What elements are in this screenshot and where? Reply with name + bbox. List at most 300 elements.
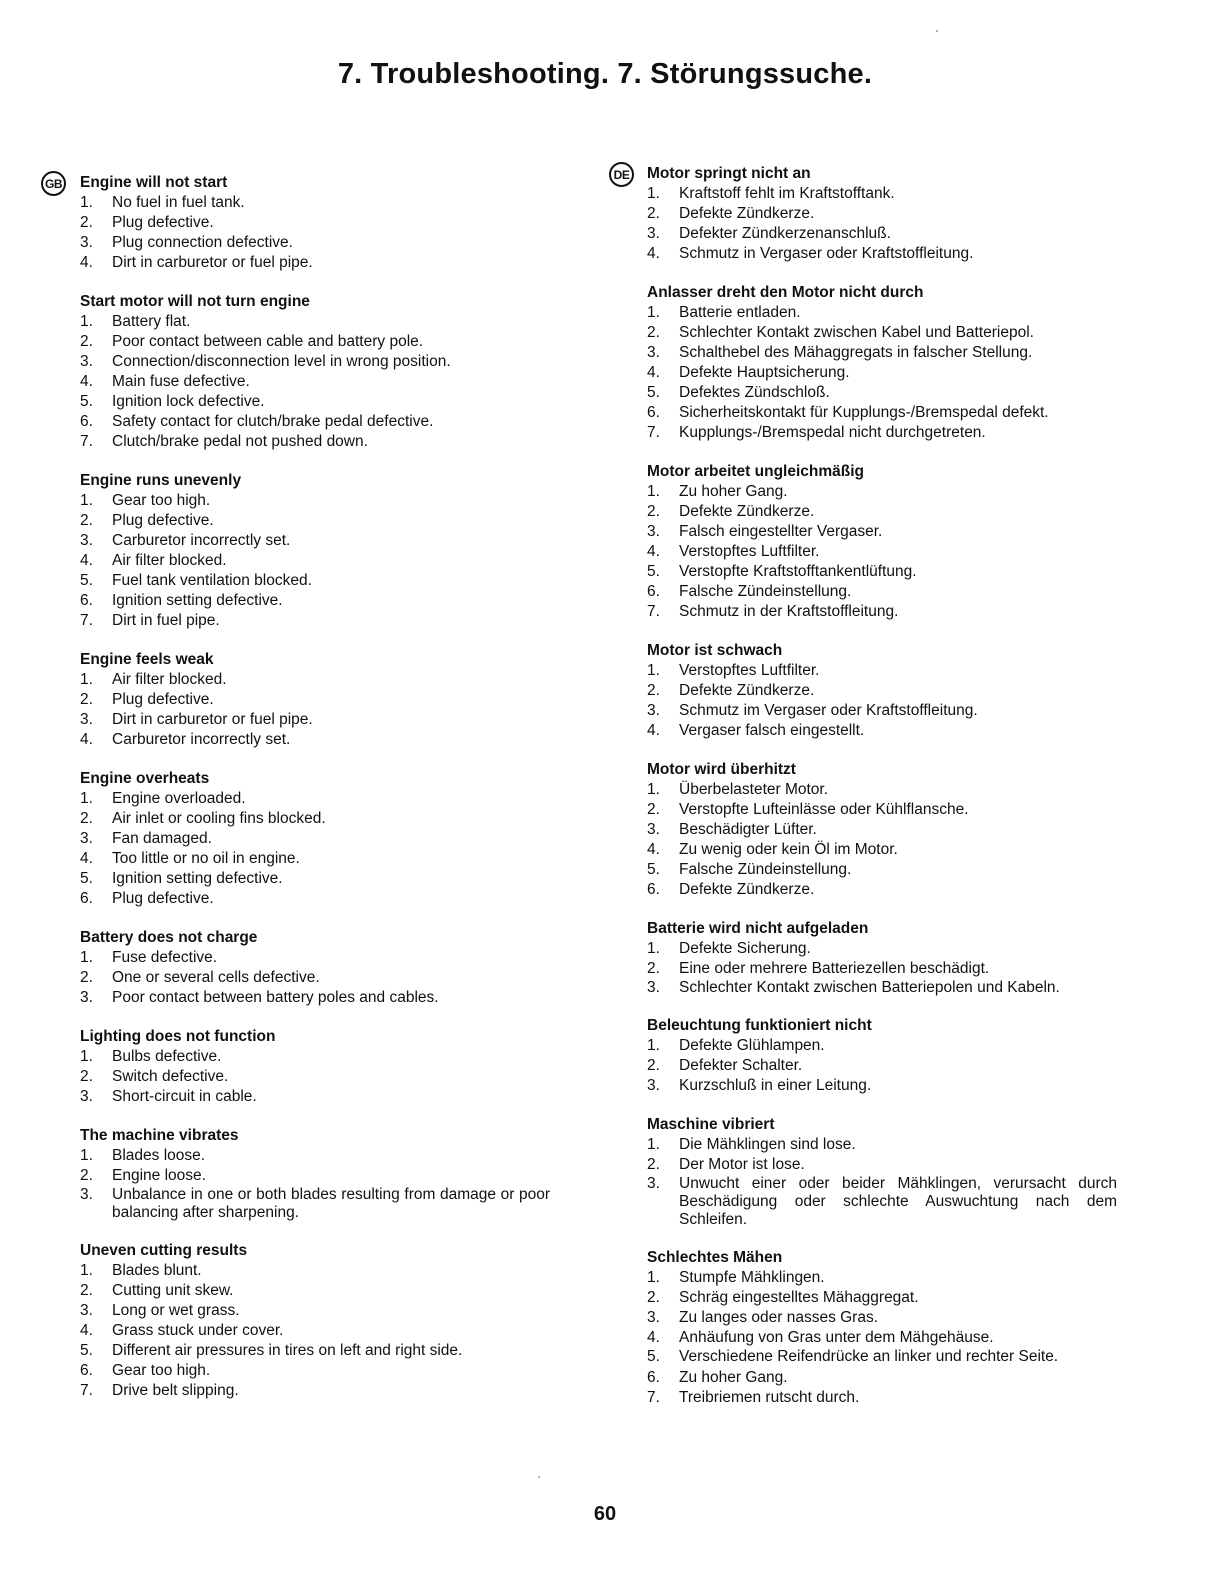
item-number: 4. [80, 731, 93, 748]
list-item [647, 959, 1117, 979]
item-text: Long or wet grass. [112, 1302, 240, 1319]
item-number: 6. [80, 1362, 93, 1379]
section-heading: Anlasser dreht den Motor nicht durch [647, 284, 924, 301]
item-number: 3. [80, 1088, 93, 1105]
item-number: 5. [647, 1348, 660, 1365]
item-number: 6. [647, 1369, 660, 1386]
troubleshooting-section [647, 919, 1117, 997]
item-text: Verstopftes Luftfilter. [679, 662, 820, 679]
list-item [647, 1388, 1117, 1408]
item-text: Stumpfe Mähklingen. [679, 1269, 825, 1286]
list-item [80, 889, 550, 909]
list-item [647, 1036, 1117, 1056]
troubleshooting-section [80, 471, 550, 631]
section-heading: Motor arbeitet ungleichmäßig [647, 463, 865, 480]
list-item [80, 1166, 550, 1186]
item-number: 3. [80, 353, 93, 370]
list-item [80, 1321, 550, 1341]
item-text: Ignition setting defective. [112, 592, 283, 609]
list-item [647, 721, 1117, 741]
item-text: Fan damaged. [112, 830, 212, 847]
item-number: 1. [647, 483, 660, 500]
troubleshooting-section [647, 1248, 1117, 1408]
list-item [647, 303, 1117, 323]
troubleshooting-section [80, 1126, 550, 1222]
page-number: 60 [593, 1503, 617, 1525]
item-text: Fuse defective. [112, 949, 218, 966]
item-text: Schalthebel des Mähaggregats in falscher Stellung. [679, 344, 1033, 361]
item-number: 4. [647, 543, 660, 560]
item-number: 1. [647, 781, 660, 798]
list-item [80, 193, 550, 213]
item-number: 3. [647, 1175, 660, 1192]
item-text: Defekte Zündkerze. [679, 503, 815, 520]
item-text: Batterie entladen. [679, 304, 801, 321]
item-text: Defekter Zündkerzenanschluß. [679, 225, 891, 242]
item-text: Schräg eingestelltes Mähaggregat. [679, 1289, 919, 1306]
item-number: 6. [647, 881, 660, 898]
list-item [647, 1076, 1117, 1096]
item-number: 3. [80, 1302, 93, 1319]
list-item [80, 1281, 550, 1301]
item-number: 2. [80, 691, 93, 708]
item-number: 2. [647, 801, 660, 818]
item-text: Defekter Schalter. [679, 1057, 803, 1074]
item-number: 4. [80, 254, 93, 271]
item-number: 1. [80, 194, 93, 211]
list-item [80, 690, 550, 710]
list-item [80, 372, 550, 392]
item-text: Bulbs defective. [112, 1048, 222, 1065]
item-text: Falsche Zündeinstellung. [679, 861, 852, 878]
item-text: Zu hoher Gang. [679, 1369, 788, 1386]
troubleshooting-section [647, 1115, 1117, 1229]
list-item [647, 701, 1117, 721]
item-text: Defekte Zündkerze. [679, 682, 815, 699]
item-number: 2. [80, 333, 93, 350]
section-heading: The machine vibrates [80, 1127, 239, 1144]
list-item [647, 939, 1117, 959]
item-number: 7. [647, 603, 660, 620]
item-text: Plug defective. [112, 214, 214, 231]
item-number: 2. [80, 1282, 93, 1299]
list-item [80, 1261, 550, 1281]
troubleshooting-section [80, 1241, 550, 1401]
language-gb-icon: GB [41, 171, 66, 196]
list-item [647, 403, 1117, 423]
item-text: Poor contact between cable and battery pole. [112, 333, 424, 350]
item-number: 4. [647, 722, 660, 739]
troubleshooting-section [80, 1027, 550, 1107]
item-text: Falsch eingestellter Vergaser. [679, 523, 883, 540]
item-text: Safety contact for clutch/brake pedal defective. [112, 413, 434, 430]
item-number: 4. [647, 1329, 660, 1346]
list-item [647, 343, 1117, 363]
list-item [647, 820, 1117, 840]
item-number: 2. [647, 960, 660, 977]
item-text: Blades blunt. [112, 1262, 202, 1279]
item-number: 2. [647, 324, 660, 341]
item-text: Anhäufung von Gras unter dem Mähgehäuse. [679, 1329, 994, 1346]
item-number: 1. [80, 492, 93, 509]
list-item [80, 829, 550, 849]
item-text: Air filter blocked. [112, 552, 227, 569]
troubleshooting-section [80, 769, 550, 909]
list-item [80, 392, 550, 412]
section-heading: Motor wird überhitzt [647, 761, 796, 778]
section-heading: Start motor will not turn engine [80, 293, 310, 310]
list-item [80, 352, 550, 372]
item-text: Clutch/brake pedal not pushed down. [112, 433, 368, 450]
list-item [647, 602, 1117, 622]
item-text: Verstopfte Lufteinlässe oder Kühlflansche. [679, 801, 969, 818]
list-item [80, 730, 550, 750]
item-number: 6. [80, 890, 93, 907]
list-item [647, 1348, 1117, 1366]
item-text: Zu wenig oder kein Öl im Motor. [679, 841, 898, 858]
item-number: 1. [647, 1269, 660, 1286]
list-item [647, 1135, 1117, 1155]
item-number: 5. [80, 1342, 93, 1359]
section-heading: Maschine vibriert [647, 1116, 775, 1133]
item-number: 7. [80, 433, 93, 450]
item-text: Kraftstoff fehlt im Kraftstofftank. [679, 185, 895, 202]
item-number: 1. [80, 790, 93, 807]
list-item [647, 184, 1117, 204]
item-text: Vergaser falsch eingestellt. [679, 722, 865, 739]
list-item [80, 312, 550, 332]
section-heading: Lighting does not function [80, 1028, 276, 1045]
item-number: 7. [647, 424, 660, 441]
scan-speck [538, 1476, 540, 1478]
item-number: 7. [647, 1389, 660, 1406]
list-item [647, 780, 1117, 800]
item-number: 6. [647, 583, 660, 600]
list-item [647, 661, 1117, 681]
item-number: 6. [80, 413, 93, 430]
list-item [647, 542, 1117, 562]
list-item [647, 1056, 1117, 1076]
english-column [80, 173, 550, 1420]
list-item [80, 531, 550, 551]
list-item [647, 582, 1117, 602]
item-text: Defekte Zündkerze. [679, 881, 815, 898]
item-text: Too little or no oil in engine. [112, 850, 300, 867]
item-text: Poor contact between battery poles and cables. [112, 989, 439, 1006]
item-number: 2. [80, 810, 93, 827]
item-number: 3. [647, 979, 660, 996]
item-text: Fuel tank ventilation blocked. [112, 572, 312, 589]
section-heading: Engine will not start [80, 174, 228, 191]
list-item [647, 800, 1117, 820]
item-text: Beschädigter Lüfter. [679, 821, 817, 838]
item-number: 7. [80, 1382, 93, 1399]
item-number: 1. [647, 185, 660, 202]
item-number: 2. [80, 214, 93, 231]
item-text: Schmutz im Vergaser oder Kraftstoffleitung. [679, 702, 978, 719]
list-item [647, 1328, 1117, 1348]
item-number: 3. [647, 821, 660, 838]
item-text: Sicherheitskontakt für Kupplungs-/Bremspedal defekt. [679, 404, 1049, 421]
list-item [80, 412, 550, 432]
list-item [80, 1087, 550, 1107]
item-text: Dirt in fuel pipe. [112, 612, 220, 629]
page-title: 7. Troubleshooting. 7. Störungssuche. [337, 58, 873, 90]
item-number: 2. [80, 1068, 93, 1085]
item-number: 1. [80, 1262, 93, 1279]
list-item [80, 1301, 550, 1321]
item-number: 2. [647, 205, 660, 222]
item-text: Carburetor incorrectly set. [112, 731, 291, 748]
item-number: 2. [80, 512, 93, 529]
item-text: Connection/disconnection level in wrong position. [112, 353, 451, 370]
troubleshooting-section [647, 760, 1117, 900]
item-text: Treibriemen rutscht durch. [679, 1389, 860, 1406]
item-text: Verstopfte Kraftstofftankentlüftung. [679, 563, 917, 580]
list-item [647, 840, 1117, 860]
troubleshooting-section [647, 164, 1117, 264]
item-number: 5. [80, 393, 93, 410]
item-text: Defekte Glühlampen. [679, 1037, 825, 1054]
item-text: Schlechter Kontakt zwischen Batteriepolen und Kabeln. [679, 979, 1060, 996]
item-text: Zu langes oder nasses Gras. [679, 1309, 879, 1326]
item-text: Defektes Zündschloß. [679, 384, 830, 401]
item-number: 2. [80, 969, 93, 986]
item-text: Kurzschluß in einer Leitung. [679, 1077, 872, 1094]
section-heading: Batterie wird nicht aufgeladen [647, 920, 869, 937]
troubleshooting-section [647, 641, 1117, 741]
item-text: Kupplungs-/Bremspedal nicht durchgetreten. [679, 424, 986, 441]
item-text: Defekte Hauptsicherung. [679, 364, 850, 381]
item-text: Engine overloaded. [112, 790, 246, 807]
list-item [80, 1341, 550, 1361]
item-number: 3. [80, 711, 93, 728]
item-number: 5. [647, 861, 660, 878]
list-item [80, 551, 550, 571]
item-text: Engine loose. [112, 1167, 206, 1184]
troubleshooting-section [647, 283, 1117, 443]
item-text: Ignition setting defective. [112, 870, 283, 887]
list-item [647, 1288, 1117, 1308]
troubleshooting-section [647, 1016, 1117, 1096]
item-text: Ignition lock defective. [112, 393, 265, 410]
item-number: 1. [80, 671, 93, 688]
item-text: Main fuse defective. [112, 373, 250, 390]
item-text: Air filter blocked. [112, 671, 227, 688]
list-item [80, 1067, 550, 1087]
item-text: Verschiedene Reifendrücke an linker und rechter Seite. [679, 1348, 1059, 1365]
item-number: 1. [647, 1136, 660, 1153]
item-text: Der Motor ist lose. [679, 1156, 805, 1173]
item-number: 3. [647, 1309, 660, 1326]
item-text: Defekte Zündkerze. [679, 205, 815, 222]
item-number: 5. [80, 870, 93, 887]
item-number: 1. [647, 304, 660, 321]
item-number: 3. [80, 532, 93, 549]
list-item [647, 1155, 1117, 1175]
item-text: Falsche Zündeinstellung. [679, 583, 852, 600]
item-number: 3. [80, 830, 93, 847]
item-number: 4. [80, 850, 93, 867]
list-item [647, 323, 1117, 343]
list-item [647, 562, 1117, 582]
item-number: 1. [80, 949, 93, 966]
troubleshooting-section [80, 650, 550, 750]
list-item [647, 860, 1117, 880]
item-text: Carburetor incorrectly set. [112, 532, 291, 549]
item-text: Plug defective. [112, 512, 214, 529]
list-item [647, 423, 1117, 443]
item-number: 2. [647, 1057, 660, 1074]
item-number: 4. [647, 841, 660, 858]
item-text: Cutting unit skew. [112, 1282, 234, 1299]
item-text: Eine oder mehrere Batteriezellen beschädigt. [679, 960, 990, 977]
list-item [80, 1361, 550, 1381]
section-heading: Engine feels weak [80, 651, 214, 668]
item-text: Battery flat. [112, 313, 191, 330]
item-number: 4. [80, 552, 93, 569]
item-text: Überbelasteter Motor. [679, 781, 829, 798]
item-number: 6. [647, 404, 660, 421]
list-item [80, 809, 550, 829]
list-item [647, 522, 1117, 542]
list-item [80, 233, 550, 253]
item-number: 5. [80, 572, 93, 589]
section-heading: Battery does not charge [80, 929, 258, 946]
item-number: 4. [80, 373, 93, 390]
list-item [80, 511, 550, 531]
section-heading: Engine overheats [80, 770, 210, 787]
item-text: Plug connection defective. [112, 234, 293, 251]
item-text: Blades loose. [112, 1147, 206, 1164]
item-number: 3. [80, 234, 93, 251]
item-text: Dirt in carburetor or fuel pipe. [112, 711, 313, 728]
list-item [647, 979, 1117, 997]
item-text: Switch defective. [112, 1068, 229, 1085]
item-number: 3. [80, 989, 93, 1006]
item-text: One or several cells defective. [112, 969, 320, 986]
list-item [80, 491, 550, 511]
list-item [80, 988, 550, 1008]
list-item [647, 224, 1117, 244]
item-text: Unbalance in one or both blades resulting from damage or poor balancing after sharpening. [112, 1186, 550, 1221]
item-number: 3. [80, 1186, 93, 1203]
item-text: Defekte Sicherung. [679, 940, 811, 957]
list-item [80, 948, 550, 968]
list-item [80, 968, 550, 988]
list-item [80, 1146, 550, 1166]
item-number: 3. [647, 344, 660, 361]
german-column [647, 164, 1117, 1427]
item-text: Die Mähklingen sind lose. [679, 1136, 856, 1153]
item-number: 4. [80, 1322, 93, 1339]
language-de-icon: DE [609, 162, 634, 187]
item-number: 1. [647, 940, 660, 957]
troubleshooting-section [80, 928, 550, 1008]
list-item [647, 482, 1117, 502]
list-item [647, 502, 1117, 522]
item-number: 2. [647, 503, 660, 520]
list-item [80, 869, 550, 889]
troubleshooting-section [80, 173, 550, 273]
section-heading: Uneven cutting results [80, 1242, 248, 1259]
list-item [80, 591, 550, 611]
list-item [80, 710, 550, 730]
list-item [80, 432, 550, 452]
item-number: 7. [80, 612, 93, 629]
list-item [80, 670, 550, 690]
item-text: Schlechter Kontakt zwischen Kabel und Batteriepol. [679, 324, 1034, 341]
list-item [80, 849, 550, 869]
list-item [647, 383, 1117, 403]
item-text: Air inlet or cooling fins blocked. [112, 810, 326, 827]
item-number: 2. [647, 1156, 660, 1173]
item-number: 1. [80, 313, 93, 330]
list-item [647, 1175, 1117, 1229]
item-number: 3. [647, 225, 660, 242]
item-number: 4. [647, 245, 660, 262]
item-number: 3. [647, 1077, 660, 1094]
item-number: 5. [647, 384, 660, 401]
list-item [80, 789, 550, 809]
item-text: Schmutz in Vergaser oder Kraftstoffleitung. [679, 245, 974, 262]
scan-speck [936, 30, 938, 32]
item-number: 2. [647, 1289, 660, 1306]
item-number: 3. [647, 702, 660, 719]
list-item [647, 681, 1117, 701]
list-item [80, 253, 550, 273]
list-item [647, 1268, 1117, 1288]
item-text: Different air pressures in tires on left and right side. [112, 1342, 463, 1359]
list-item [80, 1186, 550, 1222]
item-number: 1. [80, 1147, 93, 1164]
list-item [647, 880, 1117, 900]
item-number: 4. [647, 364, 660, 381]
item-text: Gear too high. [112, 492, 211, 509]
section-heading: Beleuchtung funktioniert nicht [647, 1017, 872, 1034]
item-number: 1. [80, 1048, 93, 1065]
section-heading: Engine runs unevenly [80, 472, 242, 489]
section-heading: Motor ist schwach [647, 642, 783, 659]
item-text: Drive belt slipping. [112, 1382, 239, 1399]
list-item [80, 611, 550, 631]
troubleshooting-section [80, 292, 550, 452]
list-item [80, 332, 550, 352]
list-item [647, 1368, 1117, 1388]
item-text: Dirt in carburetor or fuel pipe. [112, 254, 313, 271]
list-item [647, 204, 1117, 224]
item-text: Schmutz in der Kraftstoffleitung. [679, 603, 899, 620]
item-text: Short-circuit in cable. [112, 1088, 257, 1105]
list-item [80, 1047, 550, 1067]
item-number: 6. [80, 592, 93, 609]
item-number: 5. [647, 563, 660, 580]
list-item [80, 1381, 550, 1401]
section-heading: Schlechtes Mähen [647, 1249, 783, 1266]
item-text: Verstopftes Luftfilter. [679, 543, 820, 560]
item-number: 2. [80, 1167, 93, 1184]
item-text: Gear too high. [112, 1362, 211, 1379]
section-heading: Motor springt nicht an [647, 165, 811, 182]
list-item [647, 363, 1117, 383]
item-text: Unwucht einer oder beider Mähklingen, verursacht durch Beschädigung oder schlechte Auswuchtung nach dem Schleifen. [679, 1175, 1117, 1228]
list-item [80, 213, 550, 233]
troubleshooting-section [647, 462, 1117, 622]
list-item [80, 571, 550, 591]
item-number: 2. [647, 682, 660, 699]
item-number: 1. [647, 662, 660, 679]
item-text: Plug defective. [112, 691, 214, 708]
